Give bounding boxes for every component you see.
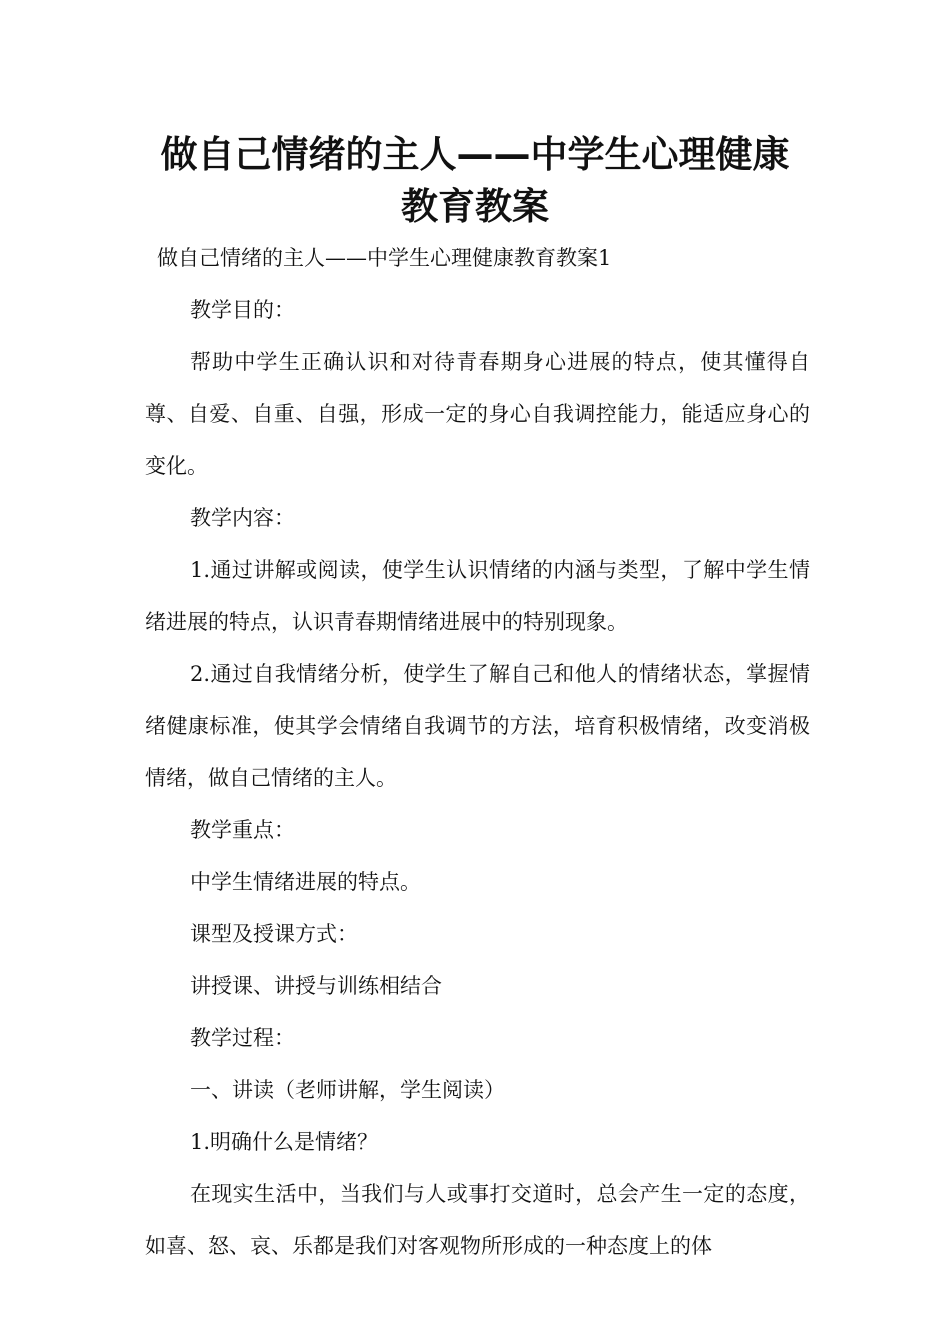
paragraph-content-item-2: 2.通过自我情绪分析，使学生了解自己和他人的情绪状态，掌握情绪健康标准，使其学会情绪自我调节的方法，培育积极情绪，改变消极情绪，做自己情绪的主人。 (145, 662, 810, 790)
section-heading-teaching-process: 教学过程： (190, 1026, 295, 1050)
document-title-line-1: 做自己情绪的主人——中学生心理健康 (160, 133, 790, 176)
process-question: 1.明确什么是情绪？ (190, 1130, 379, 1154)
section-heading-key-point: 教学重点： (190, 818, 295, 842)
document-body (145, 232, 810, 1272)
paragraph-teaching-purpose: 帮助中学生正确认识和对待青春期身心进展的特点，使其懂得自尊、自爱、自重、自强，形成一定的身心自我调控能力，能适应身心的变化。 (145, 350, 810, 478)
section-heading-teaching-purpose: 教学目的： (190, 298, 295, 322)
paragraph-lesson-type: 讲授课、讲授与训练相结合 (190, 974, 442, 998)
section-heading-lesson-type: 课型及授课方式： (190, 922, 358, 946)
document-title-line-2: 教育教案 (401, 185, 549, 228)
paragraph-emotion-definition: 在现实生活中，当我们与人或事打交道时，总会产生一定的态度，如喜、怒、哀、乐都是我们对客观物所形成的一种态度上的体 (145, 1182, 810, 1258)
process-step-heading: 一、讲读（老师讲解，学生阅读） (190, 1078, 505, 1102)
paragraph-content-item-1: 1.通过讲解或阅读，使学生认识情绪的内涵与类型，了解中学生情绪进展的特点，认识青春期情绪进展中的特别现象。 (145, 558, 810, 634)
document-subtitle: 做自己情绪的主人——中学生心理健康教育教案1 (157, 246, 612, 270)
paragraph-key-point: 中学生情绪进展的特点。 (190, 870, 421, 894)
section-heading-teaching-content: 教学内容： (190, 506, 295, 530)
